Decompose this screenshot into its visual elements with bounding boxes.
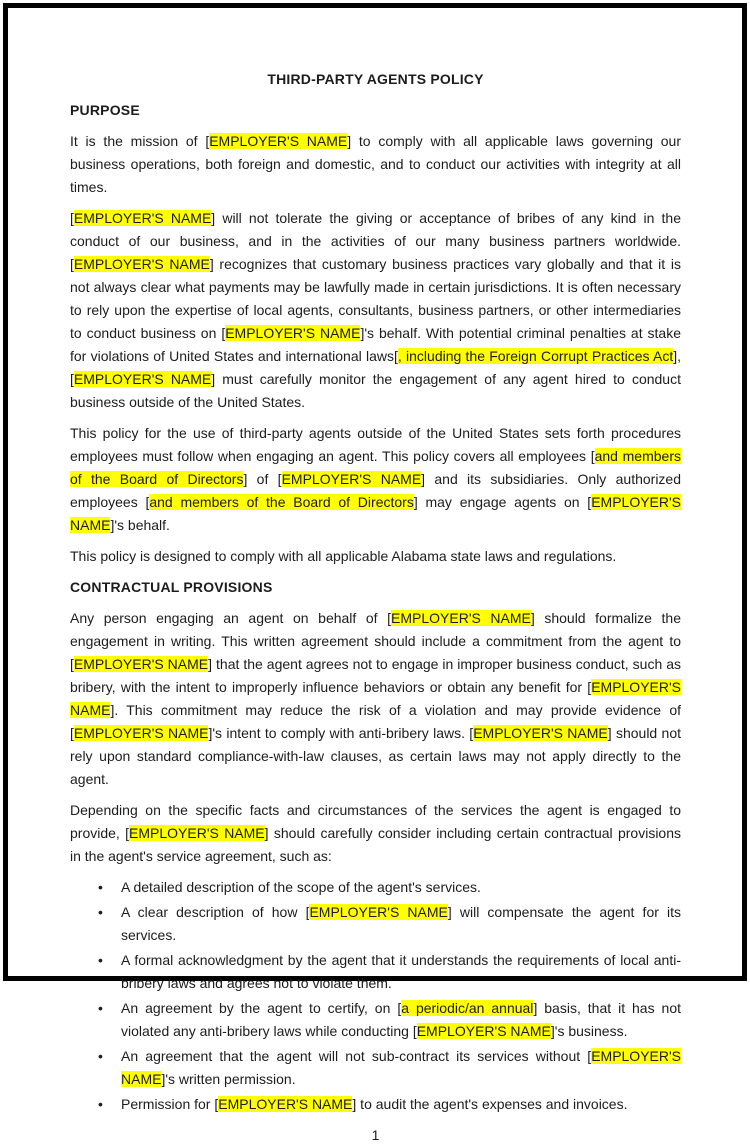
highlighted-placeholder: EMPLOYER'S NAME [416,1023,551,1039]
highlighted-placeholder: EMPLOYER'S NAME [73,656,209,672]
paragraph [70,607,681,791]
bullet-item [70,949,681,995]
bullet-icon: • [98,1096,103,1112]
highlighted-placeholder: EMPLOYER'S NAME [73,256,210,272]
bullet-text [121,1093,681,1116]
highlighted-placeholder: EMPLOYER'S NAME [129,825,265,841]
text-run: This policy is designed to comply with all applicable Alabama state laws and regulations. [70,548,617,564]
text-run: ]'s intent to comply with anti-bribery laws. [ [208,725,474,741]
text-run: Permission for [ [121,1096,219,1112]
text-run: A formal acknowledgment by the agent that it understands the requirements of local anti-bribery laws and agrees not to violate them. [121,952,681,991]
document-body [70,99,681,1116]
text-run: ] may engage agents on [ [413,494,592,510]
section-heading: CONTRACTUAL PROVISIONS [70,579,273,595]
text-run: ]'s behalf. With potential criminal penalties at stake for violations of United States and international laws[ [70,325,681,364]
text-run: [ [70,210,74,226]
bullet-text [121,997,681,1043]
text-run: An agreement that the agent will not sub-contract its services without [ [121,1048,592,1064]
highlighted-placeholder: EMPLOYER'S NAME [73,210,212,226]
highlighted-placeholder: EMPLOYER'S NAME [473,725,608,741]
highlighted-placeholder: EMPLOYER'S NAME [121,1048,681,1087]
bullet-icon: • [98,952,103,968]
bullet-item [70,1045,681,1091]
text-run: This policy for the use of third-party agents outside of the United States sets forth procedures employees must follow when engaging an agent. This policy covers all employees [ [70,425,681,464]
section-heading: PURPOSE [70,102,140,118]
bullet-text [121,901,681,947]
text-run: Depending on the specific facts and circumstances of the services the agent is engaged to provide, [ [70,802,681,841]
text-run: A detailed description of the scope of the agent's services. [121,879,481,895]
highlighted-placeholder: EMPLOYER'S NAME [281,471,422,487]
bullet-icon: • [98,1000,103,1016]
bullet-item [70,901,681,947]
text-run: ]'s business. [550,1023,628,1039]
text-run: Any person engaging an agent on behalf of [ [70,610,392,626]
bullet-icon: • [98,1048,103,1064]
bullet-text [121,876,681,899]
highlighted-placeholder: EMPLOYER'S NAME [309,904,448,920]
page-number: 1 [371,1127,380,1143]
text-run: ] will not tolerate the giving or acceptance of bribes of any kind in the conduct of our business, and in the activities of our many business partners worldwide. [ [70,210,681,272]
text-run: ] of [ [243,471,282,487]
text-run: ] should formalize the engagement in writing. This written agreement should include a commitment from the agent to [ [70,610,681,672]
text-run: ] should carefully consider including certain contractual provisions in the agent's service agreement, such as: [70,825,682,864]
highlighted-placeholder: a periodic/an annual [401,1000,534,1016]
bullet-item [70,876,681,899]
bullet-text [121,949,681,995]
text-run: ] basis, that it has not violated any anti-bribery laws while conducting [ [121,1000,682,1039]
text-run: It is the mission of [ [70,133,210,149]
text-run: A clear description of how [ [121,904,310,920]
bullet-icon: • [98,904,103,920]
highlighted-placeholder: EMPLOYER'S NAME [73,371,212,387]
highlighted-placeholder: EMPLOYER'S NAME [70,679,681,718]
highlighted-placeholder: EMPLOYER'S NAME [70,494,682,533]
text-run: ]'s written permission. [161,1071,296,1087]
highlighted-placeholder: and members of the Board of Directors [149,494,414,510]
bullet-item [70,1093,681,1116]
highlighted-placeholder: EMPLOYER'S NAME [225,325,361,341]
highlighted-placeholder: and members of the Board of Directors [70,448,681,487]
highlighted-placeholder: EMPLOYER'S NAME [391,610,531,626]
text-run: ] must carefully monitor the engagement of any agent hired to conduct business outside of the United States. [70,371,681,410]
bullet-icon: • [98,879,103,895]
highlighted-placeholder: EMPLOYER'S NAME [218,1096,353,1112]
text-run: ] recognizes that customary business practices vary globally and that it is not always clear what payments may be lawfully made in certain jurisdictions. It is often necessary to rely upon the expertise of local agents, consultants, business partners, or other intermediaries to conduct business on [ [70,256,681,341]
text-run: ] to audit the agent's expenses and invoices. [352,1096,628,1112]
text-run: ] and its subsidiaries. Only authorized employees [ [70,471,682,510]
text-run: ] should not rely upon standard compliance-with-law clauses, as certain laws may not apply directly to the agent. [70,725,681,787]
document-title: THIRD-PARTY AGENTS POLICY [267,71,484,87]
text-run: ]'s behalf. [110,517,170,533]
highlighted-placeholder: , including the Foreign Corrupt Practices Act [397,348,674,364]
text-run: An agreement by the agent to certify, on [ [121,1000,402,1016]
page-content [70,68,681,1147]
text-run: ] to comply with all applicable laws governing our business operations, both foreign and domestic, and to conduct our activities with integrity at all times. [70,133,681,195]
highlighted-placeholder: EMPLOYER'S NAME [209,133,348,149]
paragraph [70,422,681,537]
highlighted-placeholder: EMPLOYER'S NAME [73,725,209,741]
text-run: ] that the agent agrees not to engage in improper business conduct, such as bribery, with the intent to improperly influence behaviors or obtain any benefit for [ [70,656,681,695]
paragraph [70,545,681,568]
bullet-text [121,1045,681,1091]
text-run: ] will compensate the agent for its services. [121,904,682,943]
bullet-list [70,876,681,1116]
paragraph [70,207,681,414]
paragraph [70,130,681,199]
bullet-item [70,997,681,1043]
text-run: ], [ [70,348,681,387]
paragraph [70,799,681,868]
text-run: ]. This commitment may reduce the risk of a violation and may provide evidence of [ [70,702,681,741]
